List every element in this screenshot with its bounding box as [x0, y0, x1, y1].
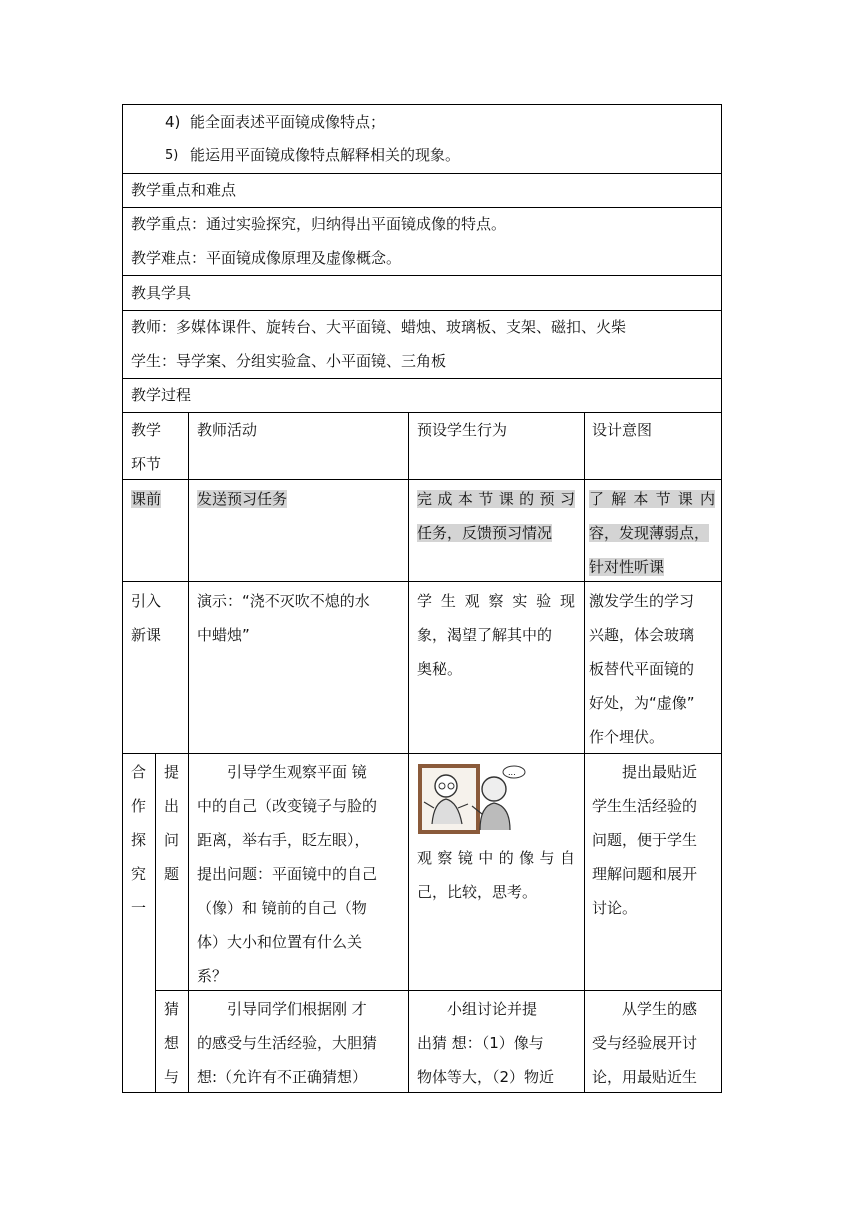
- row-hypothesis-teacher: 引导同学们根据刚 才 的感受与生活经验，大胆猜 想:（允许有不正确猜想）: [197, 1000, 378, 1086]
- key-points-heading: 教学重点和难点: [131, 181, 237, 199]
- row-preclass-student: 完成本节课的预习 任务，反馈预习情况: [417, 490, 575, 542]
- materials-heading: 教具学具: [131, 284, 192, 302]
- row-preclass-stage: 课前: [131, 490, 162, 508]
- row-question-student: 观察镜中的像与自 己，比较，思考。: [417, 849, 575, 901]
- row-hypothesis-intent: 从学生的感 受与经验展开讨 论，用最贴近生: [592, 1000, 698, 1086]
- row-question-teacher: 引导学生观察平面 镜 中的自己（改变镜子与脸的 距离，举右手，眨左眼）， 提出问题：平面镜中的自己 （像）和 镜前的自己（物 体）大小和位置有什么关 系？: [197, 763, 378, 985]
- process-table: [122, 412, 722, 1093]
- svg-text:...: ...: [508, 768, 516, 777]
- row-hypothesis-stage: 猜 想 与: [164, 1000, 180, 1086]
- row-preclass-intent: 了解本节课内 容，发现薄弱点， 针对性听课: [589, 490, 715, 576]
- teaching-difficulty: 教学难点：平面镜成像原理及虚像概念。: [131, 249, 402, 267]
- process-heading-row: [122, 378, 722, 413]
- row-inquiry-group-label: 合 作 探 究 一: [131, 763, 147, 917]
- speech-bubble: [503, 766, 525, 778]
- process-heading: 教学过程: [131, 386, 192, 404]
- objective-5-number: 5): [165, 148, 179, 163]
- row-question-intent: 提出最贴近 学生生活经验的 问题，便于学生 理解问题和展开 讨论。: [592, 763, 698, 917]
- teaching-focus: 教学重点：通过实验探究，归纳得出平面镜成像的特点。: [131, 215, 507, 233]
- teacher-materials: 教师：多媒体课件、旋转台、大平面镜、蜡烛、玻璃板、支架、磁扣、火柴: [131, 318, 627, 336]
- student-materials: 学生：导学案、分组实验盒、小平面镜、三角板: [131, 352, 447, 370]
- header-student-behavior: 预设学生行为: [417, 421, 508, 439]
- mirror-illustration: [418, 764, 528, 836]
- objective-4-number: 4): [165, 113, 181, 131]
- header-stage: 教学 环节: [131, 421, 162, 473]
- row-hypothesis-student: 小组讨论并提 出猜 想：（1）像与 物体等大，（2）物近: [417, 1000, 555, 1086]
- row-intro-teacher: 演示：“浇不灭吹不熄的水 中蜡烛”: [197, 592, 370, 644]
- row-intro-intent: 激发学生的学习 兴趣，体会玻璃 板替代平面镜的 好处，为“虚像” 作个埋伏。: [589, 592, 695, 746]
- header-teacher-activity: 教师活动: [197, 421, 258, 439]
- materials-heading-row: [122, 275, 722, 311]
- objective-4-text: 能全面表述平面镜成像特点；: [190, 113, 386, 131]
- row-question-stage: 提 出 问 题: [164, 763, 180, 883]
- header-design-intent: 设计意图: [592, 421, 653, 439]
- row-intro-stage: 引入 新课: [131, 592, 162, 644]
- objective-5-text: 能运用平面镜成像特点解释相关的现象。: [190, 146, 461, 164]
- row-preclass-teacher: 发送预习任务: [197, 490, 288, 508]
- row-intro-student: 学生观察实验现 象，渴望了解其中的 奥秘。: [417, 592, 575, 678]
